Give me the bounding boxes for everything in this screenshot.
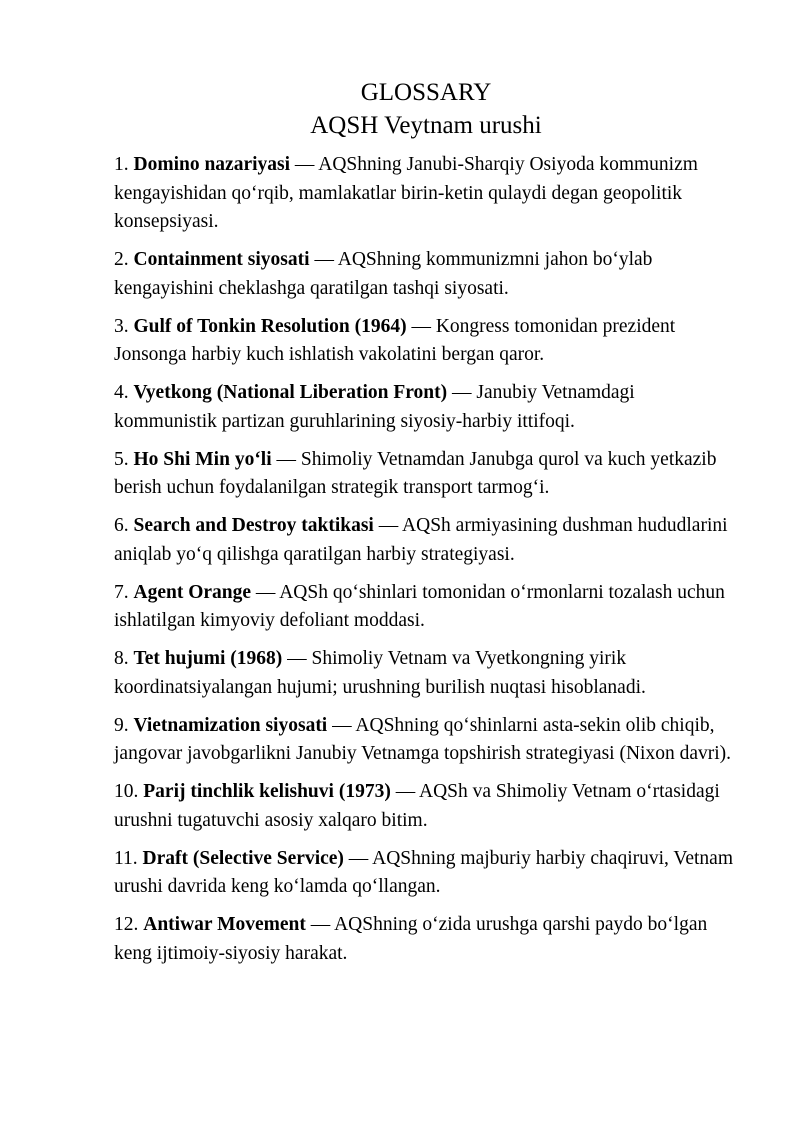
entry-dash: — <box>271 448 301 470</box>
glossary-entry <box>114 313 738 370</box>
entry-term: Ho Shi Min yo‘li <box>133 448 272 470</box>
entry-number: 8. <box>114 648 129 669</box>
entry-number: 5. <box>114 448 129 470</box>
entry-term: Parij tinchlik kelishuvi (1973) <box>143 781 391 802</box>
glossary-entry <box>114 579 738 636</box>
glossary-entry <box>114 645 738 702</box>
entry-definition: AQSh armiyasining dushman hududlarini aniqlab yo‘q qilishga qaratilgan harbiy strategiyasi. <box>114 515 728 565</box>
entry-dash: — <box>305 914 335 935</box>
entry-definition: AQShning majburiy harbiy chaqiruvi, Vetnam urushi davrida keng ko‘lamda qo‘llangan. <box>114 847 733 897</box>
entry-number: 11. <box>114 847 138 869</box>
glossary-entry <box>114 845 738 902</box>
document-subtitle: AQSH Veytnam urushi <box>310 112 542 139</box>
entry-definition: AQSh va Shimoliy Vetnam o‘rtasidagi urushni tugatuvchi asosiy xalqaro bitim. <box>114 781 720 831</box>
entry-dash: — <box>343 847 373 869</box>
entry-dash: — <box>447 382 477 403</box>
glossary-entry <box>114 446 738 503</box>
entry-number: 3. <box>114 315 129 337</box>
entry-term: Containment siyosati <box>133 249 310 270</box>
entry-definition: Kongress tomonidan prezident Jonsonga harbiy kuch ishlatish vakolatini bergan qaror. <box>114 315 676 365</box>
entry-definition: Shimoliy Vetnamdan Janubga qurol va kuch yetkazib berish uchun foydalanilgan strategik transport tarmog‘i. <box>114 448 717 498</box>
entry-dash: — <box>290 154 319 175</box>
entry-number: 10. <box>114 781 139 802</box>
entry-number: 1. <box>114 154 129 175</box>
entry-dash: — <box>406 315 436 337</box>
entry-dash: — <box>282 648 312 669</box>
entry-dash: — <box>327 714 356 736</box>
glossary-entry <box>114 246 738 303</box>
entry-number: 9. <box>114 714 129 736</box>
entry-term: Vietnamization siyosati <box>133 714 328 736</box>
entry-number: 2. <box>114 249 129 270</box>
entry-definition: AQSh qo‘shinlari tomonidan o‘rmonlarni tozalash uchun ishlatilgan kimyoviy defoliant moddasi. <box>114 581 725 631</box>
entry-term: Vyetkong (National Liberation Front) <box>133 382 448 403</box>
glossary-entry <box>114 712 738 769</box>
entry-term: Draft (Selective Service) <box>142 847 344 869</box>
entry-definition: Janubiy Vetnamdagi kommunistik partizan guruhlarining siyosiy-harbiy ittifoqi. <box>114 382 635 432</box>
glossary-entry <box>114 778 738 835</box>
glossary-entry <box>114 379 738 436</box>
entry-dash: — <box>373 515 403 536</box>
entry-term: Antiwar Movement <box>143 914 306 935</box>
entry-term: Domino nazariyasi <box>133 154 291 175</box>
entry-definition: AQShning qo‘shinlarni asta-sekin olib chiqib, jangovar javobgarlikni Janubiy Vetnamga topshirish strategiyasi (Nixon davri). <box>114 714 732 764</box>
entry-term: Search and Destroy taktikasi <box>133 515 374 536</box>
entry-definition: AQShning Janubi-Sharqiy Osiyoda kommunizm kengayishidan qo‘rqib, mamlakatlar birin-ketin qulaydi degan geopolitik konsepsiyasi. <box>114 154 698 232</box>
entry-definition: AQShning kommunizmni jahon bo‘ylab kengayishini cheklashga qaratilgan tashqi siyosati. <box>114 249 653 299</box>
entry-definition: AQShning o‘zida urushga qarshi paydo bo‘lgan keng ijtimoiy-siyosiy harakat. <box>114 914 708 964</box>
entry-number: 12. <box>114 914 139 935</box>
entry-term: Tet hujumi (1968) <box>133 648 283 669</box>
glossary-entry <box>114 911 738 968</box>
entry-dash: — <box>309 249 338 270</box>
entry-dash: — <box>251 581 280 603</box>
entry-term: Agent Orange <box>133 581 252 603</box>
glossary-entry <box>114 512 738 569</box>
entry-dash: — <box>390 781 419 802</box>
entry-number: 6. <box>114 515 129 536</box>
entry-number: 4. <box>114 382 129 403</box>
document-title: GLOSSARY <box>360 79 492 106</box>
glossary-list <box>114 151 738 968</box>
entry-term: Gulf of Tonkin Resolution (1964) <box>133 315 407 337</box>
glossary-entry <box>114 151 738 237</box>
entry-definition: Shimoliy Vetnam va Vyetkongning yirik koordinatsiyalangan hujumi; urushning burilish nuqtasi hisoblanadi. <box>114 648 646 698</box>
entry-number: 7. <box>114 581 129 603</box>
